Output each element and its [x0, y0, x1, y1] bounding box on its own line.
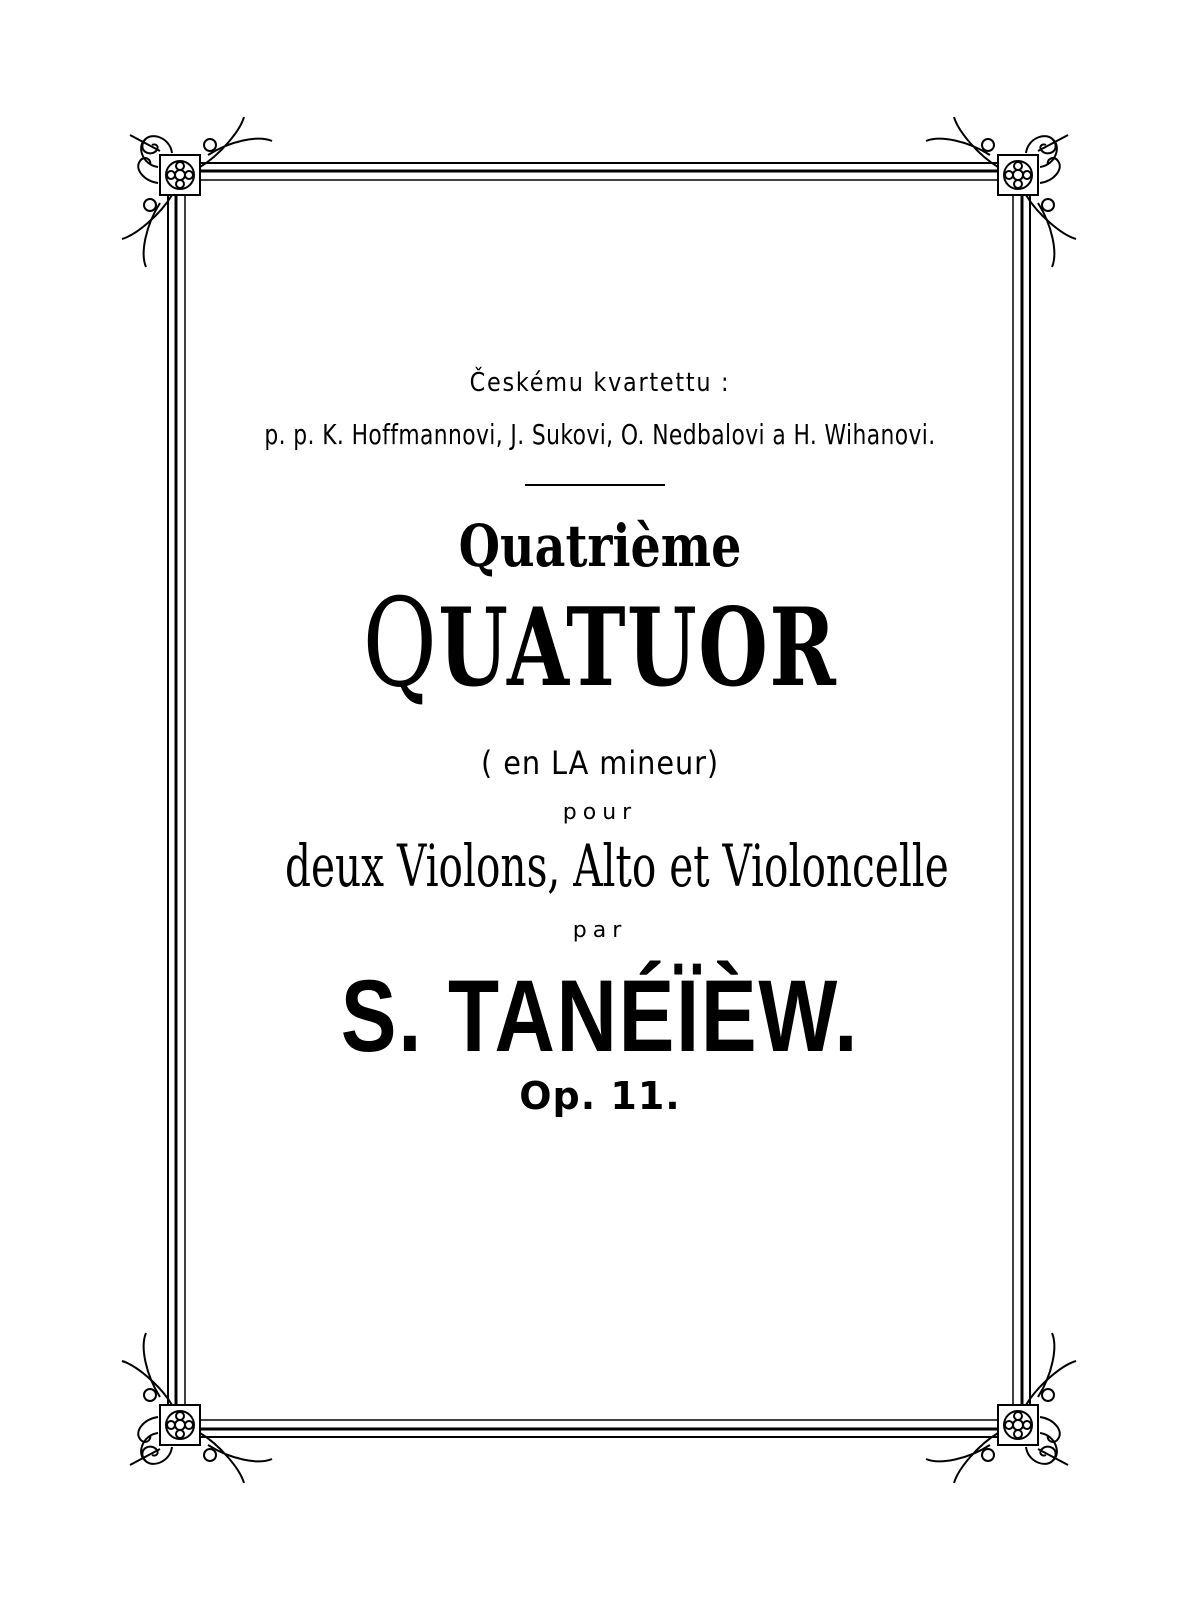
opus-number: Op. 11. — [519, 1074, 681, 1118]
title-rest: UATUOR — [438, 585, 838, 711]
corner-ornament-top-left — [122, 117, 272, 267]
corner-ornament-bottom-left — [122, 1333, 272, 1483]
title-ordinal: Quatrième — [458, 512, 742, 580]
corner-ornament-bottom-right — [926, 1333, 1076, 1483]
divider-rule — [525, 484, 665, 486]
title-main — [304, 572, 896, 714]
instrumentation: deux Violons, Alto et Violoncelle — [285, 832, 949, 900]
corner-ornament-top-right — [926, 117, 1076, 267]
dedication-line-2: p. p. K. Hoffmannovi, J. Sukovi, O. Nedbalovi a H. Wihanovi. — [264, 418, 936, 451]
title-key: ( en LA mineur) — [481, 744, 719, 782]
dedication-line-1: Českému kvartettu : — [469, 368, 731, 398]
pour-label: pour — [562, 800, 638, 825]
composer-name: S. TANÉÏÈW. — [340, 959, 860, 1073]
par-label: par — [572, 918, 628, 943]
title-initial: Q — [362, 572, 439, 714]
